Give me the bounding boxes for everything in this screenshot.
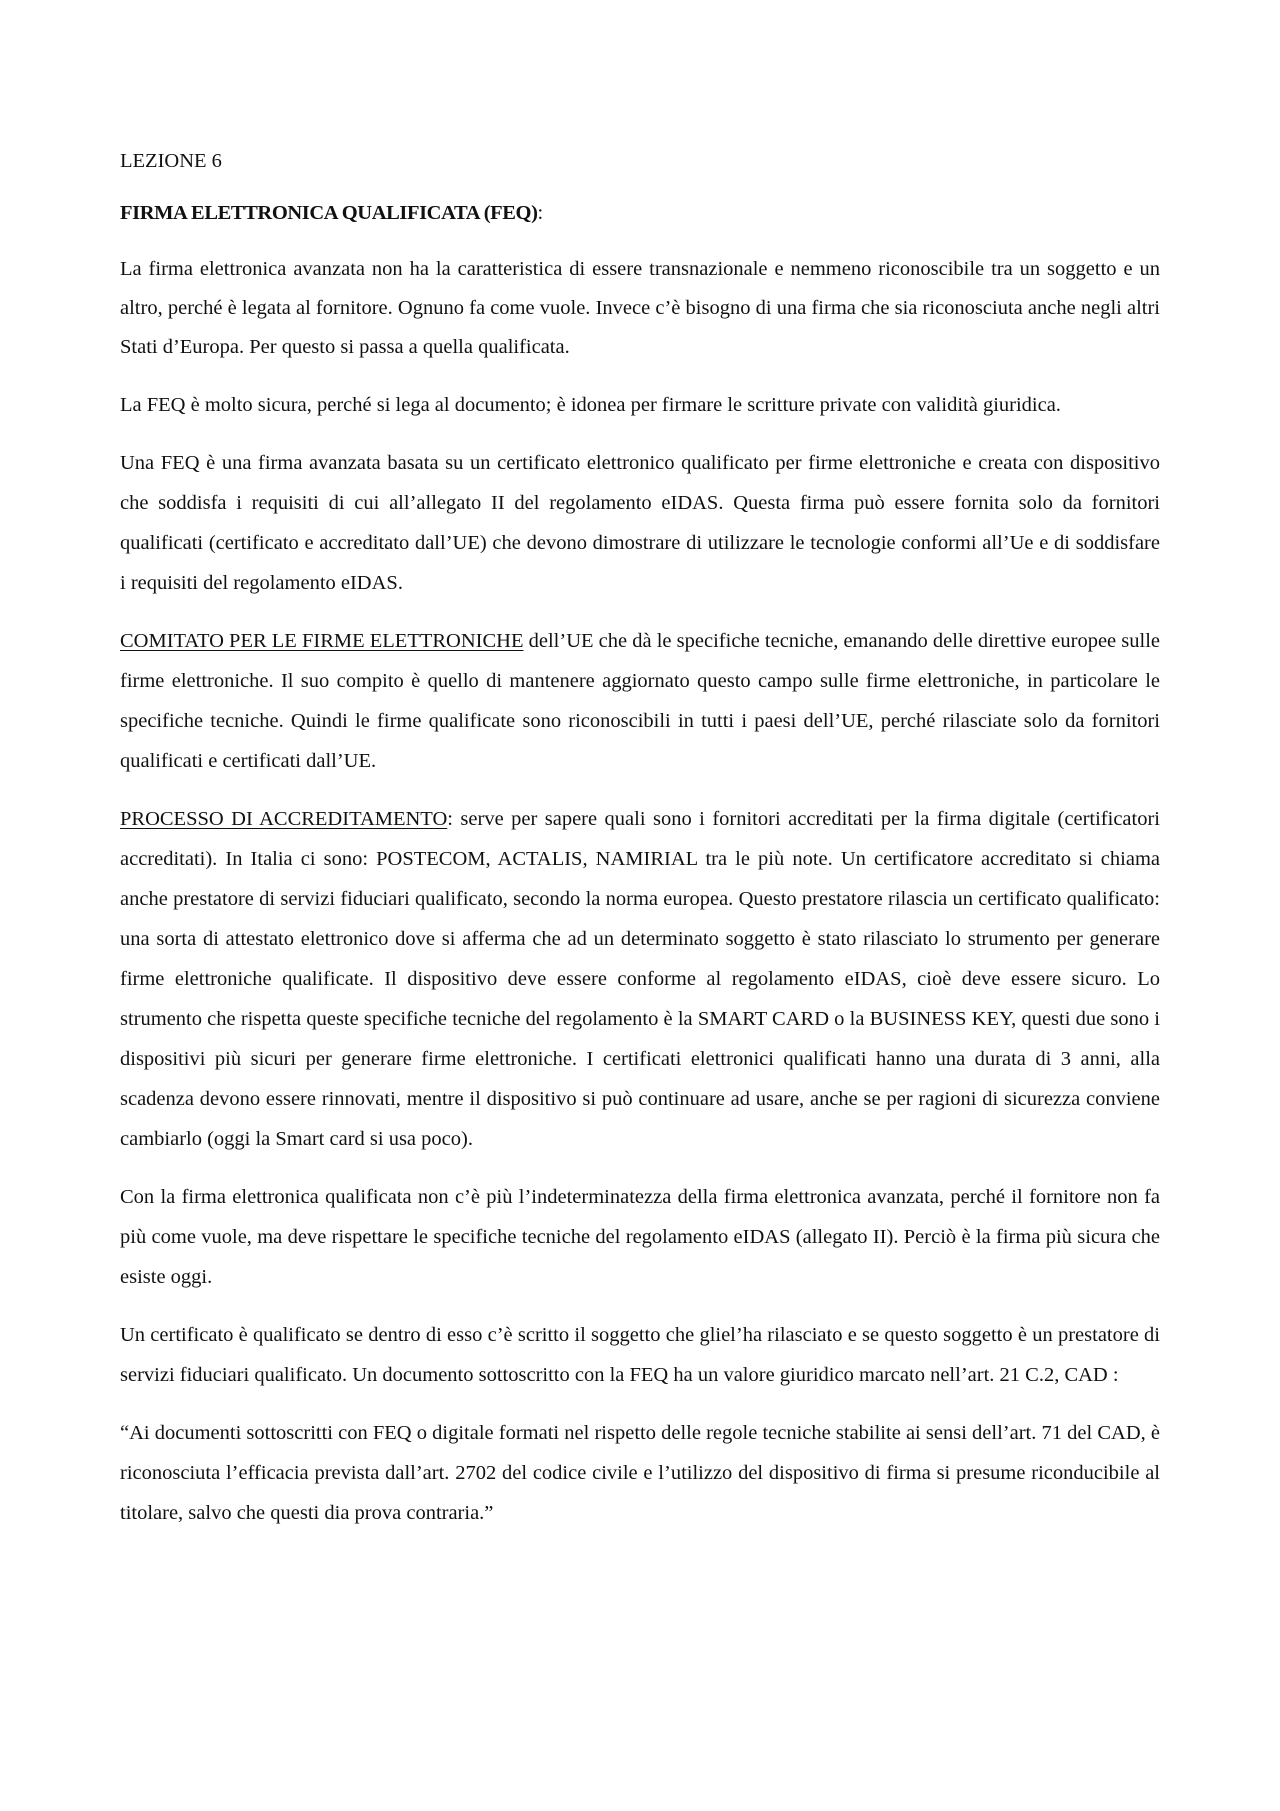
paragraph-legal-quote: “Ai documenti sottoscritti con FEQ o digitale formati nel rispetto delle regole tecniche stabilite ai sensi dell’art. 71 del CAD, è riconosciuta l’efficacia prevista dall’art. 2702 del codice civile e l’utilizzo del dispositivo di firma si presume riconducibile al titolare, salvo che questi dia prova contraria.” [120, 1422, 1160, 1524]
paragraph-qualified-vs-advanced: Con la firma elettronica qualificata non c’è più l’indeterminatezza della firma elettronica avanzata, perché il fornitore non fa più come vuole, ma deve rispettare le specifiche tecniche del regolamento eIDAS (allegato II). Perciò è la firma più sicura che esiste oggi. [120, 1186, 1160, 1288]
paragraph-feq-security: La FEQ è molto sicura, perché si lega al documento; è idonea per firmare le scritture private con validità giuridica. [120, 394, 1061, 416]
document-page [120, 146, 1160, 1551]
paragraph-qualified-certificate: Un certificato è qualificato se dentro di esso c’è scritto il soggetto che gliel’ha rilasciato e se questo soggetto è un prestatore di servizi fiduciari qualificato. Un documento sottoscritto con la FEQ ha un valore giuridico marcato nell’art. 21 C.2, CAD : [120, 1324, 1160, 1386]
accreditation-label: PROCESSO DI ACCREDITAMENTO [120, 808, 448, 830]
paragraph-feq-definition: Una FEQ è una firma avanzata basata su un certificato elettronico qualificato per firme elettroniche e creata con dispositivo che soddisfa i requisiti di cui all’allegato II del regolamento eIDAS. Questa firma può essere fornita solo da fornitori qualificati (certificato e accreditato dall’UE) che devono dimostrare di utilizzare le tecnologie conformi all’Ue e di soddisfare i requisiti del regolamento eIDAS. [120, 452, 1160, 594]
lesson-title: LEZIONE 6 [120, 150, 222, 172]
paragraph-accreditation [120, 799, 1160, 1159]
section-heading-colon: : [537, 202, 543, 224]
committee-text: dell’UE che dà le specifiche tecniche, emanando delle direttive europee sulle firme elettroniche. Il suo compito è quello di mantenere aggiornato questo campo sulle firme elettroniche, in particolare le specifiche tecniche. Quindi le firme qualificate sono riconoscibili in tutti i paesi dell’UE, perché rilasciate solo da fornitori qualificati e certificati dall’UE. [120, 630, 1160, 772]
committee-label: COMITATO PER LE FIRME ELETTRONICHE [120, 630, 524, 652]
paragraph-committee [120, 621, 1160, 781]
accreditation-text: : serve per sapere quali sono i fornitori accreditati per la firma digitale (certificatori accreditati). In Italia ci sono: POSTECOM, ACTALIS, NAMIRIAL tra le più note. Un certificatore accreditato si chiama anche prestatore di servizi fiduciari qualificato, secondo la norma europea. Questo prestatore rilascia un certificato qualificato: una sorta di attestato elettronico dove si afferma che ad un determinato soggetto è stato rilasciato lo strumento per generare firme elettroniche qualificate. Il dispositivo deve essere conforme al regolamento eIDAS, cioè deve essere sicuro. Lo strumento che rispetta queste specifiche tecniche del regolamento è la SMART CARD o la BUSINESS KEY, questi due sono i dispositivi più sicuri per generare firme elettroniche. I certificati elettronici qualificati hanno una durata di 3 anni, alla scadenza devono essere rinnovati, mentre il dispositivo si può continuare ad usare, anche se per ragioni di sicurezza conviene cambiarlo (oggi la Smart card si usa poco). [120, 808, 1160, 1150]
section-heading-text: FIRMA ELETTRONICA QUALIFICATA (FEQ) [120, 202, 538, 224]
section-heading [120, 198, 1160, 228]
paragraph-intro: La firma elettronica avanzata non ha la caratteristica di essere transnazionale e nemmeno riconoscibile tra un soggetto e un altro, perché è legata al fornitore. Ognuno fa come vuole. Invece c’è bisogno di una firma che sia riconosciuta anche negli altri Stati d’Europa. Per questo si passa a quella qualificata. [120, 258, 1160, 358]
